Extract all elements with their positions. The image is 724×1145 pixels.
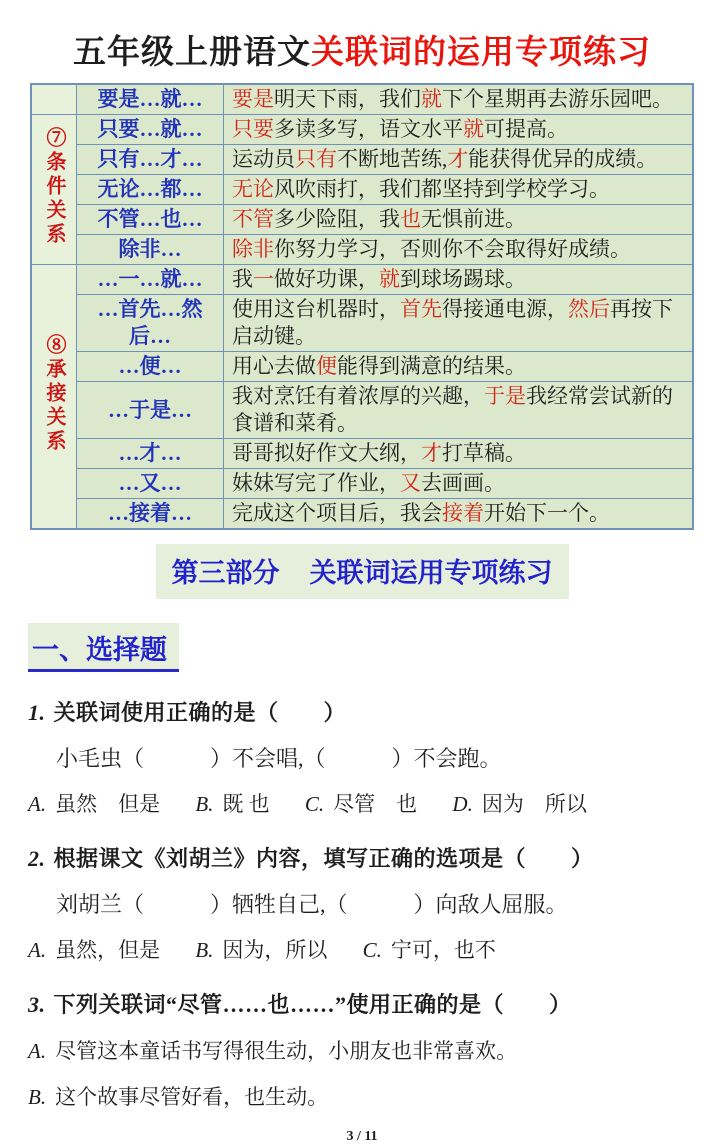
question-1 [0, 696, 724, 818]
pattern-cell: …于是… [77, 382, 224, 439]
pattern-cell: 不管…也… [77, 205, 224, 235]
option-b: B. 这个故事尽管好看，也生动。 [28, 1085, 329, 1109]
example-cell: 只要多读多写，语文水平就可提高。 [224, 115, 694, 145]
pattern-cell: 要是…就… [77, 84, 224, 115]
question-3 [0, 988, 724, 1111]
question-stem: 2. 根据课文《刘胡兰》内容，填写正确的选项是（ ） [28, 846, 594, 871]
section-header-part1: 第三部分 [171, 558, 280, 588]
example-cell: 我一做好功课，就到球场踢球。 [224, 265, 694, 295]
table-row [31, 352, 693, 382]
question-options [28, 934, 724, 964]
question-stem: 1. 关联词使用正确的是（ ） [28, 700, 347, 725]
question-number: 3. [28, 992, 46, 1017]
table-row [31, 265, 693, 295]
table-row [31, 295, 693, 352]
pattern-cell: …首先…然后… [77, 295, 224, 352]
pattern-cell: …接着… [77, 499, 224, 530]
page-number: 3 / 11 [346, 1129, 378, 1144]
section-header [0, 544, 724, 599]
example-cell: 要是明天下雨，我们就下个星期再去游乐园吧。 [224, 84, 694, 115]
table-row [31, 175, 693, 205]
group-label-text: ⑦条件关系 [43, 127, 65, 247]
group-label-succession [31, 265, 77, 530]
table-row [31, 84, 693, 115]
example-cell: 运动员只有不断地苦练,才能获得优异的成绩。 [224, 145, 694, 175]
pattern-cell: 只有…才… [77, 145, 224, 175]
option-b: B. 因为，所以 [195, 938, 328, 962]
question-number: 2. [28, 846, 46, 871]
table-row [31, 205, 693, 235]
question-2 [0, 842, 724, 964]
example-cell: 妹妹写完了作业，又去画画。 [224, 469, 694, 499]
option-a: A. 虽然 但是 [28, 792, 161, 816]
option-a: A. 虽然，但是 [28, 938, 161, 962]
question-stem: 3. 下列关联词“尽管……也……”使用正确的是（ ） [28, 992, 572, 1017]
group-cell-empty [31, 84, 77, 115]
option-c: C. 尽管 也 [304, 792, 418, 816]
question-fill-line: 刘胡兰（ ）牺牲自己,（ ）向敌人屈服。 [56, 892, 568, 917]
pattern-cell: 除非… [77, 235, 224, 265]
conjunction-table [30, 83, 694, 530]
example-cell: 我对烹饪有着浓厚的兴趣，于是我经常尝试新的食谱和菜肴。 [224, 382, 694, 439]
title-prefix: 五年级上册语文 [73, 35, 311, 71]
title-highlight: 关联词的运用专项练习 [311, 35, 651, 71]
example-cell: 完成这个项目后，我会接着开始下一个。 [224, 499, 694, 530]
example-cell: 用心去做便能得到满意的结果。 [224, 352, 694, 382]
question-options [28, 788, 724, 818]
pattern-cell: …又… [77, 469, 224, 499]
question-fill-line: 小毛虫（ ）不会唱,（ ）不会跑。 [56, 746, 502, 771]
option-d: D. 因为 所以 [452, 792, 587, 816]
section-header-part2: 关联词运用专项练习 [309, 558, 553, 588]
pattern-cell: 只要…就… [77, 115, 224, 145]
table-row [31, 235, 693, 265]
page-title [0, 26, 724, 73]
example-cell: 无论风吹雨打，我们都坚持到学校学习。 [224, 175, 694, 205]
table-row [31, 115, 693, 145]
pattern-cell: …一…就… [77, 265, 224, 295]
group-label-text: ⑧承接关系 [43, 334, 65, 454]
pattern-cell: …便… [77, 352, 224, 382]
example-cell: 使用这台机器时，首先得接通电源，然后再按下启动键。 [224, 295, 694, 352]
pattern-cell: 无论…都… [77, 175, 224, 205]
example-cell: 除非你努力学习，否则你不会取得好成绩。 [224, 235, 694, 265]
option-c: C. 宁可，也不 [362, 938, 496, 962]
table-row [31, 145, 693, 175]
group-label-condition [31, 115, 77, 265]
subsection-title: 一、选择题 [28, 623, 724, 672]
pattern-cell: …才… [77, 439, 224, 469]
table-row [31, 382, 693, 439]
option-a: A. 尽管这本童话书写得很生动，小朋友也非常喜欢。 [28, 1039, 518, 1063]
example-cell: 不管多少险阻，我也无惧前进。 [224, 205, 694, 235]
table-row [31, 499, 693, 530]
option-b: B. 既 也 [195, 792, 270, 816]
table-row [31, 439, 693, 469]
example-cell: 哥哥拟好作文大纲，才打草稿。 [224, 439, 694, 469]
question-number: 1. [28, 700, 46, 725]
table-row [31, 469, 693, 499]
